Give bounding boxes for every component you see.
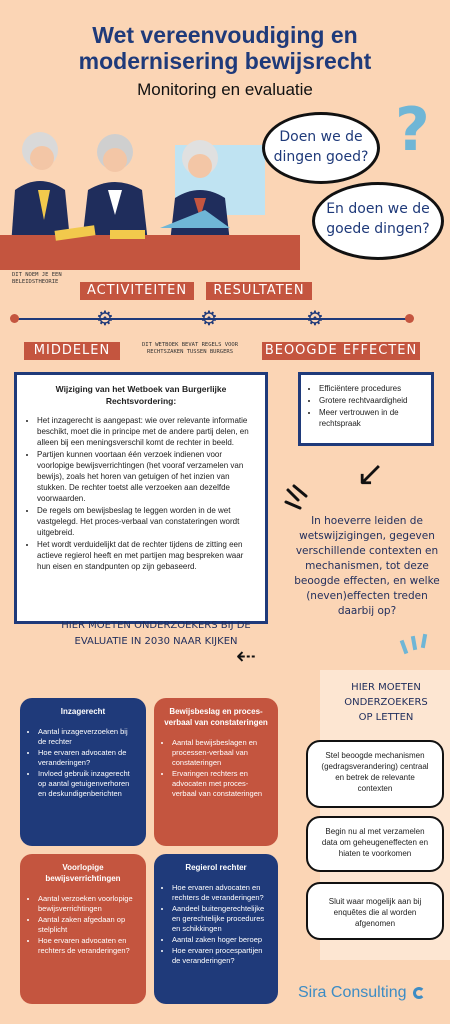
list-item: • Invloed gebruik inzagerecht op aantal getuigenverhoren en deskundigenberichten <box>38 769 138 799</box>
tip-box: Sluit waar mogelijk aan bij enquêtes die al worden afgenomen <box>306 882 444 940</box>
list-item: • Aantal inzageverzoeken bij de rechter <box>38 727 138 747</box>
researchers-heading: HIER MOETEN ONDERZOEKERS BIJ DE EVALUATIE IN 2030 NAAR KIJKEN <box>61 620 251 647</box>
list-item: • Hoe ervaren procespartijen de veranderingen? <box>172 946 270 966</box>
note-wetboek: DIT WETBOEK BEVAT REGELS VOOR RECHTSZAKEN TUSSEN BURGERS <box>141 342 239 355</box>
card-voorlopige-bewijsverrichtingen <box>20 854 146 1004</box>
wetswijziging-panel <box>14 372 268 624</box>
list-item: • De regels om bewijsbeslag te leggen worden in de wet vastgelegd. Het proces-verbaal van constateringen wordt uitgebreid. <box>37 505 255 538</box>
list-item: • Hoe ervaren advocaten de veranderingen? <box>38 748 138 768</box>
list-item: • Hoe ervaren advocaten en rechters de veranderingen? <box>172 883 270 903</box>
list-item: • Ervaringen rechters en advocaten met proces-verbaal van constateringen <box>172 769 270 799</box>
page-title: Wet vereenvoudiging en modernisering bewijsrecht <box>78 22 372 74</box>
accent-dashes-icon <box>284 482 324 512</box>
tip-box: Stel beoogde mechanismen (gedragsverandering) centraal en betrek de relevante contexten <box>306 740 444 808</box>
brand-mark-icon <box>413 987 425 999</box>
gear-icon: ⚙ <box>96 308 114 330</box>
dashed-arrow-icon: ⇠ <box>236 643 254 670</box>
list-item: • Hoe ervaren advocaten en rechters de veranderingen? <box>38 936 138 956</box>
attention-heading: HIER MOETEN ONDERZOEKERS OP LETTEN <box>344 682 428 723</box>
list-item: • Het inzagerecht is aangepast: wie over relevante informatie beschikt, moet die in principe met de andere partij delen, en alleen bij een meningsverschil komt de rechter in beeld. <box>37 415 255 448</box>
evaluation-question: In hoeverre leiden de wetswijzigingen, gegeven verschillende contexten en mechanismen, tot deze beoogde effecten, en welke (neven)effecten treden daarbij op? <box>294 515 440 617</box>
question-mark-icon: ? <box>395 95 430 165</box>
card-bewijsbeslag <box>154 698 278 846</box>
arrow-icon: ↙ <box>356 455 385 493</box>
card-regierol-rechter <box>154 854 278 1004</box>
label-activiteiten: ACTIVITEITEN <box>80 282 194 300</box>
list-item: • Aantal bewijsbeslagen en processen-verbaal van constateringen <box>172 738 270 768</box>
list-item: • Grotere rechtvaardigheid <box>319 395 423 406</box>
list-item: • Aandeel buitengerechtelijke en gerechtelijke procedures en schikkingen <box>172 904 270 934</box>
note-beleidstheorie: DIT NOEM JE EEN BELEIDSTHEORIE <box>12 272 62 285</box>
panel-title: Wijziging van het Wetboek van Burgerlijke Rechtsvordering: <box>55 384 227 406</box>
card-title: Inzagerecht <box>60 707 106 716</box>
card-title: Bewijsbeslag en proces-verbaal van constateringen <box>164 707 268 727</box>
effecten-panel <box>298 372 434 446</box>
label-middelen: MIDDELEN <box>24 342 120 360</box>
list-item: • Aantal zaken hoger beroep <box>172 935 270 945</box>
speech-bubble-question-1: Doen we de dingen goed? <box>262 112 380 184</box>
list-item: • Aantal verzoeken voorlopige bewijsverrichtingen <box>38 894 138 914</box>
label-beoogde-effecten: BEOOGDE EFFECTEN <box>262 342 420 360</box>
list-item: • Aantal zaken afgedaan op stelplicht <box>38 915 138 935</box>
list-item: • Het wordt verduidelijkt dat de rechter tijdens de zitting een actieve regierol heeft en met partijen mag bespreken waar hun eisen en standpunten op zijn gebaseerd. <box>37 539 255 572</box>
card-title: Voorlopige bewijsverrichtingen <box>45 863 121 883</box>
label-resultaten: RESULTATEN <box>206 282 312 300</box>
gear-icon: ⚙ <box>306 308 324 330</box>
timeline-end-dot <box>405 314 414 323</box>
page-subtitle: Monitoring en evaluatie <box>137 80 313 99</box>
gear-icon: ⚙ <box>200 308 218 330</box>
list-item: • Partijen kunnen voortaan één verzoek indienen voor voorlopige bewijsverrichtingen (het vooraf verzamelen van bewijs), zoals het horen van getuigen of het inzien van stukken. De rechter toetst alle verzoeken aan dezelfde voorwaarden. <box>37 449 255 504</box>
brand-logo: Sira Consulting <box>298 984 425 1002</box>
card-inzagerecht <box>20 698 146 846</box>
card-title: Regierol rechter <box>185 863 247 872</box>
women-at-table-illustration <box>0 110 300 270</box>
timeline-start-dot <box>10 314 19 323</box>
accent-dashes-icon <box>398 630 438 658</box>
list-item: • Meer vertrouwen in de rechtspraak <box>319 407 423 429</box>
tip-box: Begin nu al met verzamelen data om geheugeneffecten en hiaten te voorkomen <box>306 816 444 872</box>
speech-bubble-question-2: En doen we de goede dingen? <box>312 182 444 260</box>
list-item: • Efficiëntere procedures <box>319 383 423 394</box>
